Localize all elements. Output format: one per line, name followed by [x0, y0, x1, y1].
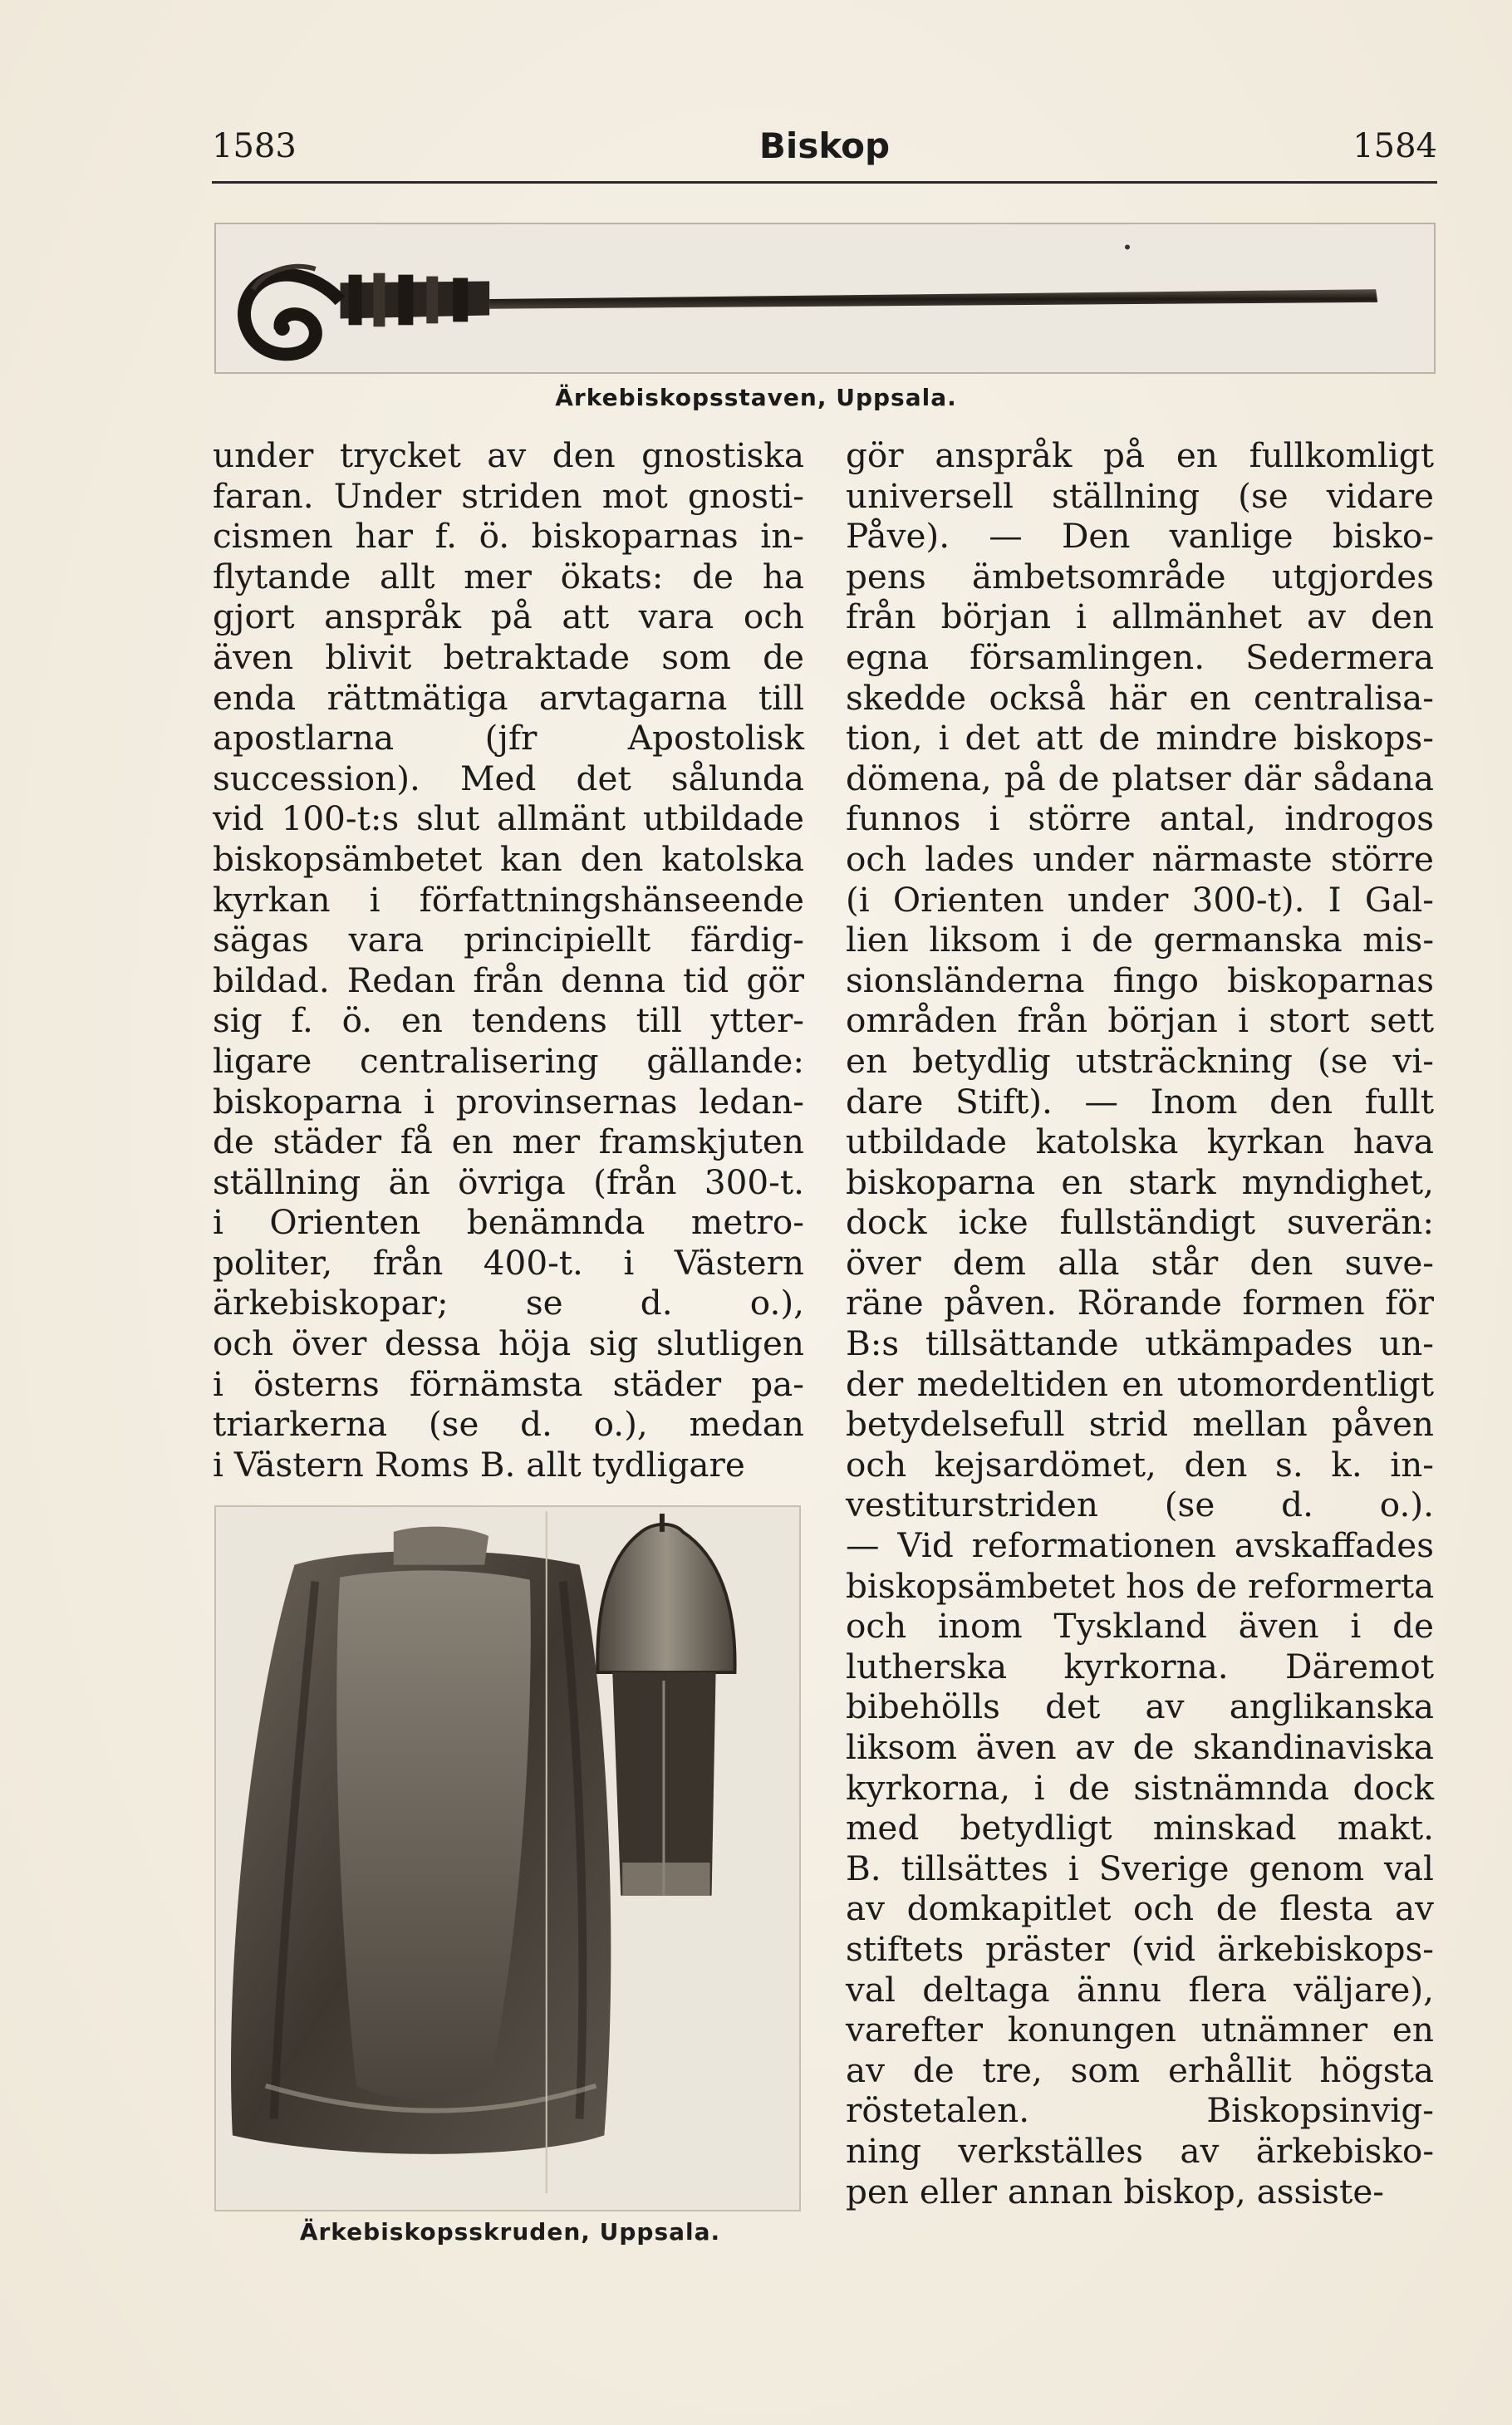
text-line: under trycket av den gnostiska: [213, 435, 804, 475]
text-line: enda rättmätiga arvtagarna till: [213, 677, 804, 718]
text-line: från början i allmänhet av den: [846, 596, 1434, 637]
text-line: skedde också här en centralisa-: [846, 677, 1434, 718]
text-line: cismen har f. ö. biskoparnas in-: [213, 516, 804, 557]
text-line: områden från början i stort sett: [846, 1000, 1434, 1041]
text-line: lutherska kyrkorna. Däremot: [846, 1646, 1434, 1686]
text-line: de städer få en mer framskjuten: [213, 1122, 804, 1162]
text-line: apostlarna (jfr Apostolisk: [213, 718, 804, 758]
text-line: ärkebiskopar; se d. o.),: [213, 1283, 804, 1323]
text-line: sig f. ö. en tendens till ytter-: [213, 1000, 804, 1041]
text-line: och över dessa höja sig slutligen: [213, 1323, 804, 1364]
text-line: betydelsefull strid mellan påven: [846, 1404, 1434, 1445]
text-line: över dem alla står den suve-: [846, 1242, 1434, 1283]
text-line: biskoparna i provinsernas ledan-: [213, 1081, 804, 1122]
text-line: flytande allt mer ökats: de ha: [213, 556, 804, 596]
text-line: sionsländerna fingo biskoparnas: [846, 960, 1434, 1000]
text-line: även blivit betraktade som de: [213, 636, 804, 677]
text-line: Påve). — Den vanlige bisko-: [846, 516, 1434, 557]
text-line: biskoparna en stark myndighet,: [846, 1161, 1434, 1202]
page-header: [212, 120, 1437, 172]
text-line: gör anspråk på en fullkomligt: [846, 435, 1434, 475]
text-line: i Orienten benämnda metro-: [213, 1202, 804, 1243]
text-line: i Västern Roms B. allt tydligare: [213, 1444, 745, 1485]
text-line: tion, i det att de mindre biskops-: [846, 718, 1434, 758]
text-line: pen eller annan biskop, assiste-: [846, 2171, 1384, 2211]
text-line: av domkapitlet och de flesta av: [846, 1888, 1434, 1929]
text-line: kyrkan i författningshänseende: [213, 879, 804, 920]
vestment-illustration: [216, 1507, 799, 2210]
right-column: [846, 435, 1434, 2211]
text-line: med betydligt minskad makt.: [846, 1808, 1434, 1848]
text-line: stiftets präster (vid ärkebiskops-: [846, 1928, 1434, 1969]
vestment-caption: Ärkebiskopsskruden, Uppsala.: [299, 2218, 721, 2246]
text-line: politer, från 400-t. i Västern: [213, 1242, 804, 1283]
text-line: och inom Tyskland även i de: [846, 1606, 1434, 1647]
text-line: (i Orienten under 300-t). I Gal-: [846, 879, 1434, 920]
text-line: biskopsämbetet hos de reformerta: [846, 1565, 1435, 1606]
text-line: B. tillsättes i Sverige genom val: [846, 1848, 1434, 1888]
text-line: av de tre, som erhållit högsta: [846, 2049, 1434, 2090]
text-line: — Vid reformationen avskaffades: [846, 1525, 1434, 1566]
text-line: sägas vara principiellt färdig-: [213, 920, 804, 960]
text-line: kyrkorna, i de sistnämnda dock: [846, 1767, 1434, 1808]
text-line: och kejsardömet, den s. k. in-: [846, 1444, 1434, 1485]
text-line: ligare centralisering gällande:: [213, 1040, 804, 1081]
vestment-photo: [214, 1505, 801, 2211]
text-line: egna församlingen. Sedermera: [846, 636, 1434, 677]
text-line: dare Stift). — Inom den fullt: [846, 1081, 1434, 1122]
staff-photo: [214, 223, 1436, 374]
text-line: universell ställning (se vidare: [846, 475, 1434, 516]
text-line: gjort anspråk på att vara och: [213, 596, 804, 637]
text-line: triarkerna (se d. o.), medan: [213, 1404, 804, 1445]
text-line: i österns förnämsta städer pa-: [213, 1363, 804, 1404]
text-line: biskopsämbetet kan den katolska: [213, 838, 804, 879]
text-line: lien liksom i de germanska mis-: [846, 920, 1434, 960]
text-line: liksom även av de skandinaviska: [846, 1727, 1434, 1767]
text-line: vestiturstriden (se d. o.).: [846, 1485, 1434, 1525]
text-line: vid 100-t:s slut allmänt utbildade: [213, 798, 804, 839]
text-line: dock icke fullständigt suverän:: [846, 1202, 1434, 1243]
text-line: räne påven. Rörande formen för: [846, 1283, 1434, 1323]
text-line: en betydlig utsträckning (se vi-: [846, 1040, 1434, 1081]
crozier-illustration: [216, 224, 1434, 372]
header-rule: [212, 181, 1437, 184]
page-number-left: 1583: [212, 127, 297, 165]
running-title: Biskop: [758, 125, 891, 166]
text-line: pens ämbetsområde utgjordes: [846, 556, 1434, 596]
text-line: varefter konungen utnämner en: [846, 2010, 1434, 2050]
text-line: ställning än övriga (från 300-t.: [213, 1161, 804, 1202]
text-line: bildad. Redan från denna tid gör: [213, 960, 804, 1000]
text-line: ning verkställes av ärkebisko-: [846, 2130, 1434, 2171]
text-line: funnos i större antal, indrogos: [846, 798, 1434, 839]
text-line: och lades under närmaste större: [846, 838, 1434, 879]
text-line: val deltaga ännu flera väljare),: [846, 1969, 1434, 2010]
text-line: bibehölls det av anglikanska: [846, 1686, 1434, 1727]
left-column: [213, 435, 804, 1485]
text-line: dömena, på de platser där sådana: [846, 758, 1434, 798]
page-number-right: 1584: [1352, 127, 1437, 165]
text-line: der medeltiden en utomordentligt: [846, 1363, 1434, 1404]
text-line: utbildade katolska kyrkan hava: [846, 1122, 1434, 1162]
staff-caption: Ärkebiskopsstaven, Uppsala.: [555, 384, 957, 411]
text-line: succession). Med det sålunda: [213, 758, 804, 798]
text-line: faran. Under striden mot gnosti-: [213, 475, 804, 516]
text-line: B:s tillsättande utkämpades un-: [846, 1323, 1434, 1364]
text-line: röstetalen. Biskopsinvig-: [846, 2090, 1434, 2131]
